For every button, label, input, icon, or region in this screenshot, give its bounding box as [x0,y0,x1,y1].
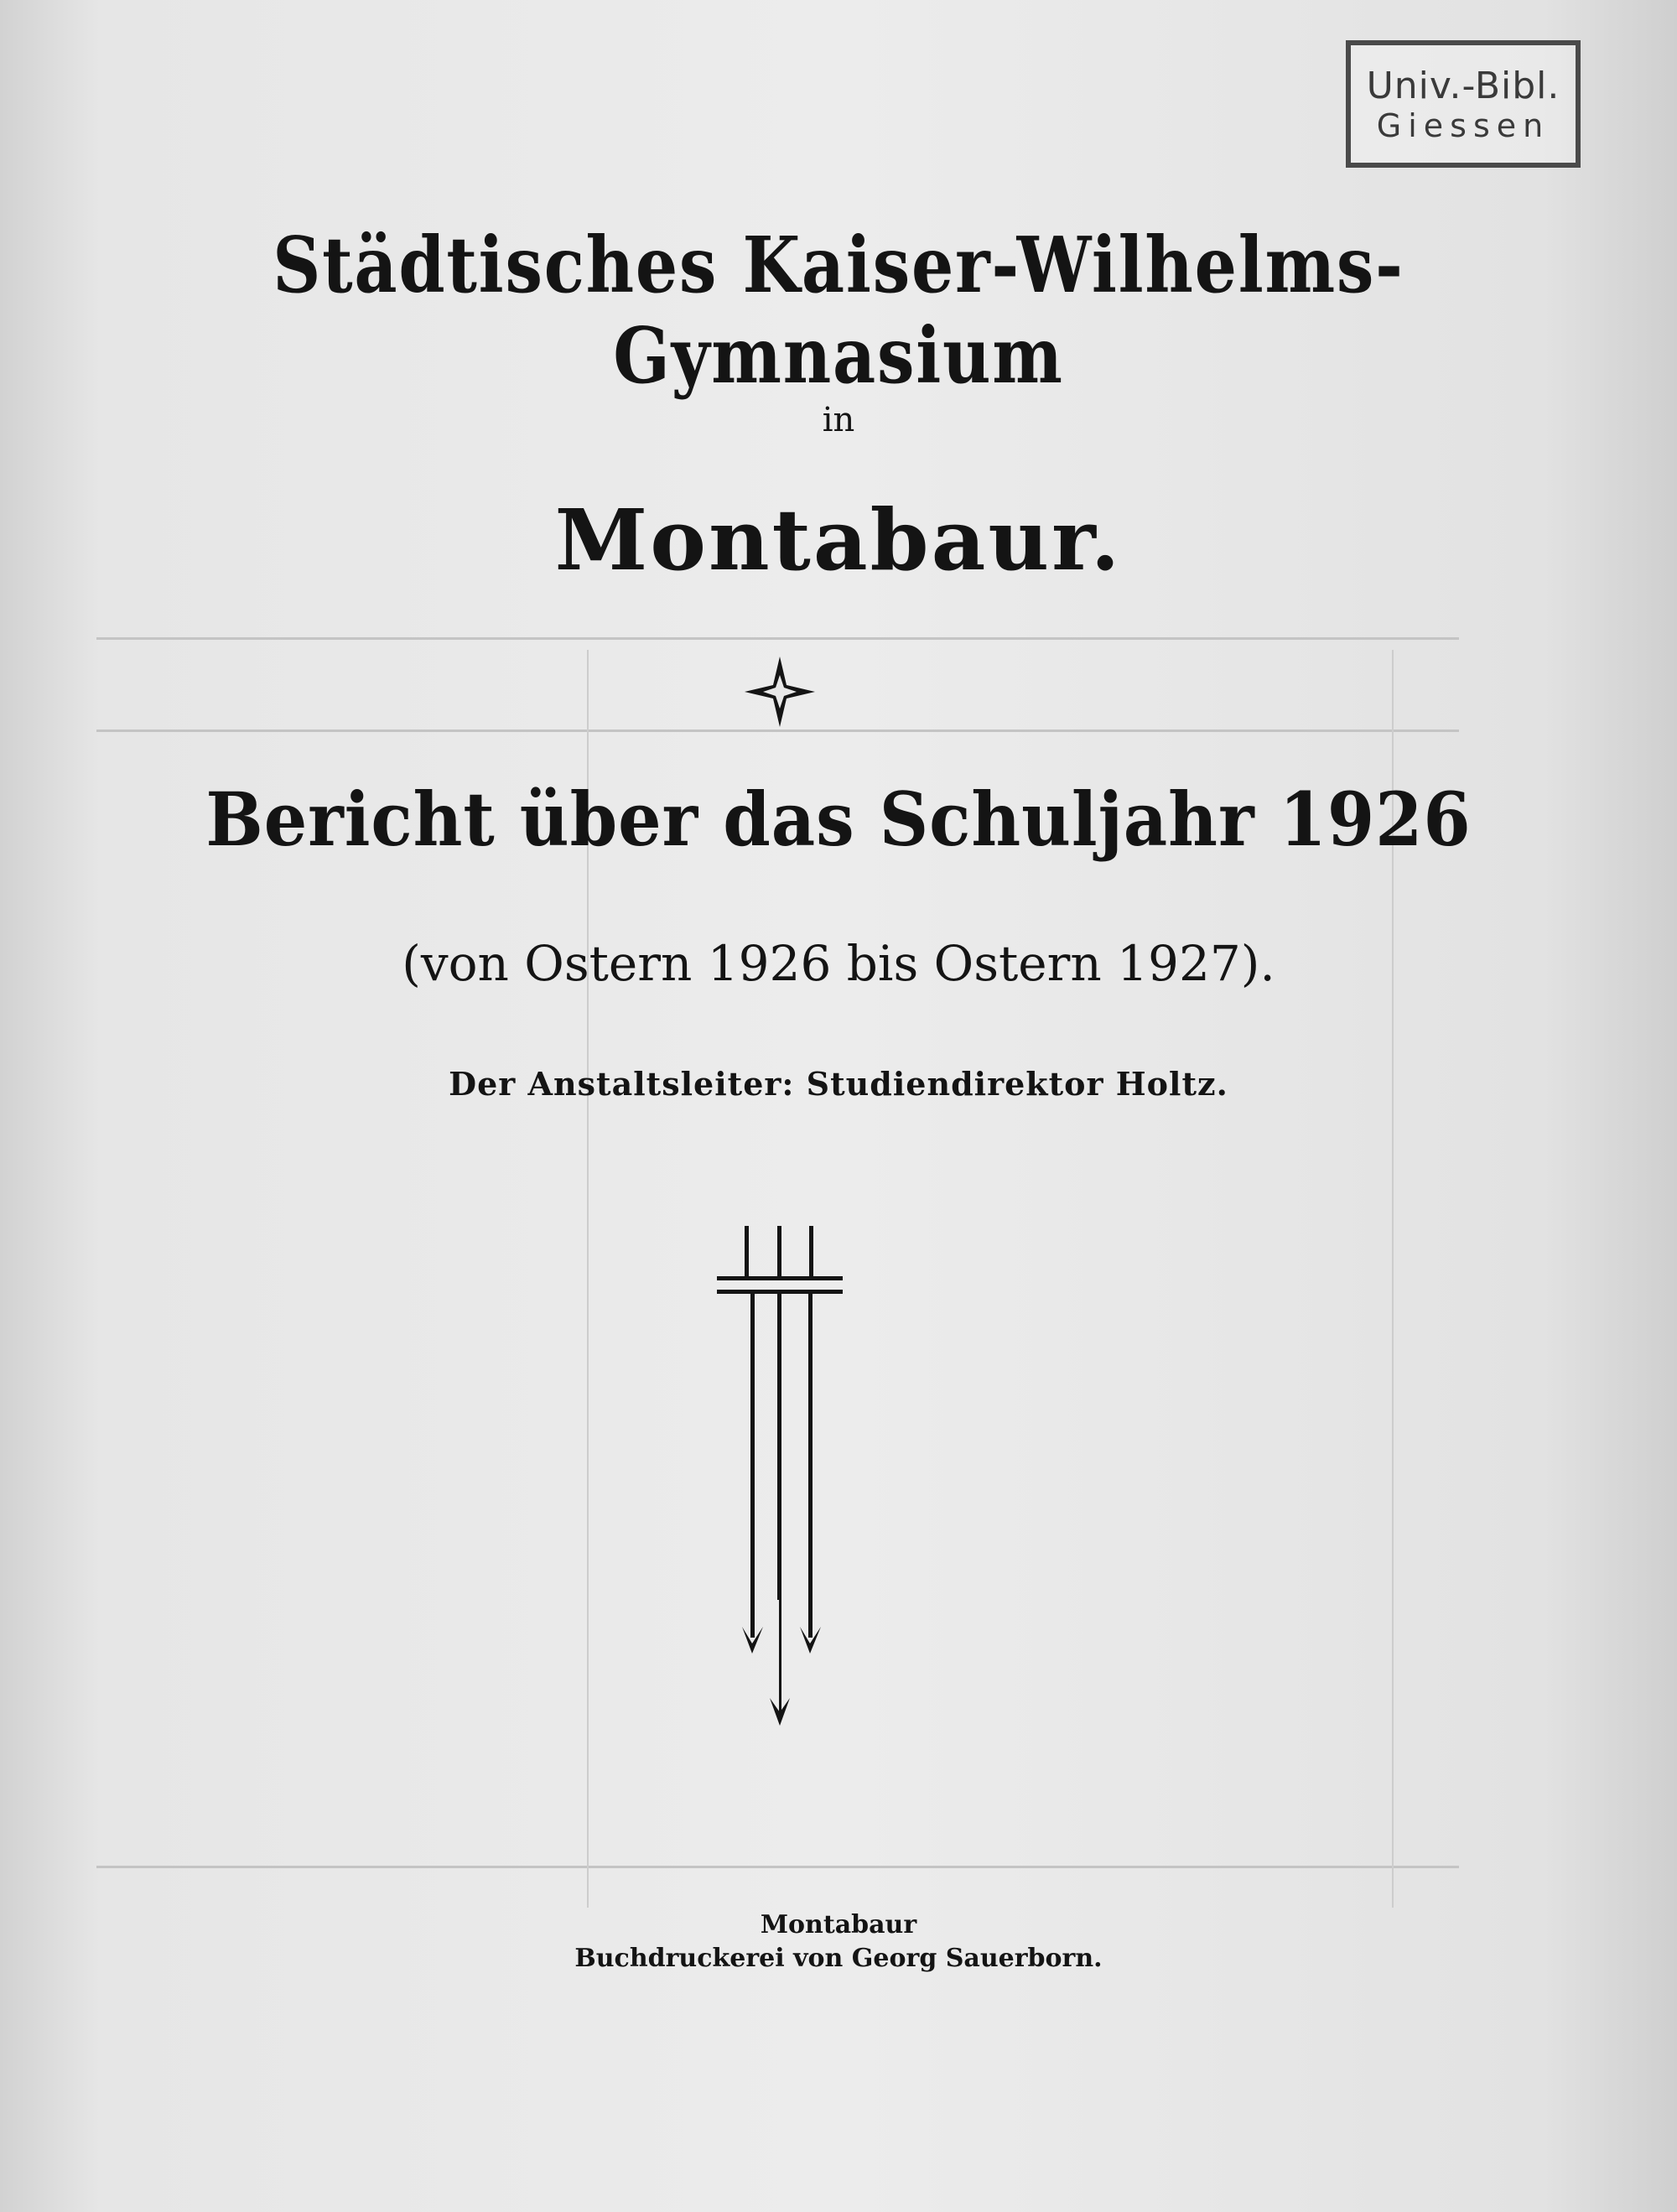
show-through-rule [96,1866,1459,1868]
head-of-school: Der Anstaltsleiter: Studiendirektor Holtz. [449,1065,1228,1103]
printer-name: Buchdruckerei von Georg Sauerborn. [574,1944,1103,1973]
arrow-emblem-icon [709,1224,851,1727]
stamp-line-1: Univ.-Bibl. [1366,64,1560,107]
printer-city: Montabaur [760,1910,917,1939]
stamp-line-2: Giessen [1376,106,1550,144]
show-through-rule [96,637,1459,640]
city-name: Montabaur. [554,491,1123,589]
report-period: (von Ostern 1926 bis Ostern 1927). [402,935,1275,992]
star-ornament-icon [738,650,822,734]
school-title: Städtisches Kaiser-Wilhelms-Gymnasium [273,220,1404,401]
library-stamp [1346,40,1581,168]
report-title: Bericht über das Schuljahr 1926 [205,776,1472,863]
in-word: in [822,401,855,439]
